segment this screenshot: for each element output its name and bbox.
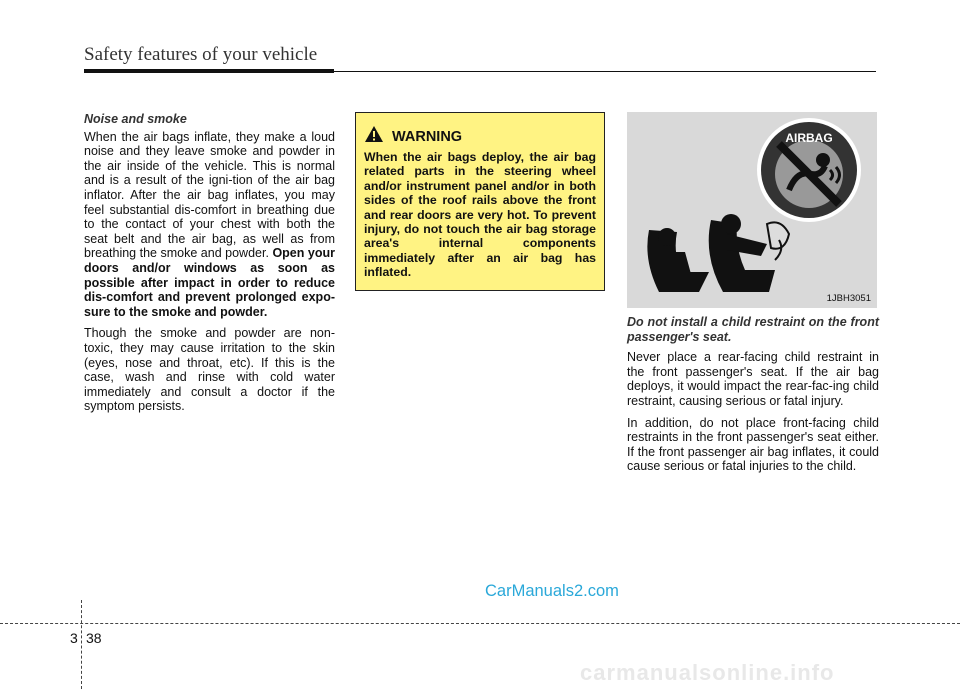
page-number: 38 (86, 630, 102, 646)
vehicle-seats (647, 214, 789, 292)
noise-smoke-text: When the air bags inflate, they make a loud noise and they leave smoke and powder in the air inside of the vehicle. This is normal and is a result of the igni-tion of the air bag inflator. After the air bag inflates, you may feel substantial dis-comfort in breathing due to the contact of your chest with both the seat belt and the air bag, as well as from breathing the smoke and powder. (84, 129, 335, 261)
noise-smoke-paragraph (84, 130, 335, 320)
carmanuals-watermark-link[interactable]: CarManuals2.com (485, 582, 619, 600)
warning-title: WARNING (392, 128, 463, 145)
carmanualsonline-watermark: carmanualsonline.info (580, 660, 835, 685)
warning-box (355, 112, 605, 291)
warning-body: When the air bags deploy, the air bag related parts in the steering wheel and/or instrument panel and/or in both sides of the roof rails above the front and rear doors are very hot. To prevent injury, do not touch the air bag storage area's internal components immediately after an air bag has inflated. (364, 150, 596, 280)
child-restraint-heading: Do not install a child restraint on the front passenger's seat. (627, 315, 879, 344)
warning-triangle-icon (364, 125, 384, 148)
header-rule (84, 69, 334, 73)
child-restraint-paragraph-2: In addition, do not place front-facing child restraints in the front passenger's seat either. If the front passenger air bag inflates, it could cause serious or fatal injuries to the child. (627, 415, 879, 474)
section-number: 3 (70, 630, 78, 646)
child-seat-illustration (627, 112, 877, 308)
noise-smoke-heading: Noise and smoke (84, 112, 187, 126)
page-header-title: Safety features of your vehicle (84, 44, 318, 65)
footer-divider (81, 600, 82, 689)
header-rule-thin (334, 71, 876, 72)
airbag-sign-label: AIRBAG (785, 131, 833, 145)
figure-code: 1JBH3051 (826, 293, 871, 304)
right-column (627, 315, 879, 481)
no-airbag-sign (757, 118, 861, 222)
footer-rule (0, 623, 960, 624)
left-column (84, 112, 335, 421)
noise-smoke-bold-text: Open your doors and/or windows as soon as possible after impact in order to reduce dis-comfort and prevent prolonged expo-sure to the smoke and powder. (84, 246, 335, 319)
warning-header (364, 125, 596, 148)
child-restraint-paragraph-1: Never place a rear-facing child restraint in the front passenger's seat. If the air bag deploys, it would impact the rear-fac-ing child restraint, causing serious or fatal injury. (627, 350, 879, 408)
child-seat-figure (627, 112, 877, 308)
smoke-irritation-paragraph: Though the smoke and powder are non-toxic, they may cause irritation to the skin (eyes, nose and throat, etc). If this is the case, wash and rinse with cold water immediately and consult a doctor if the symptom persists. (84, 326, 335, 414)
